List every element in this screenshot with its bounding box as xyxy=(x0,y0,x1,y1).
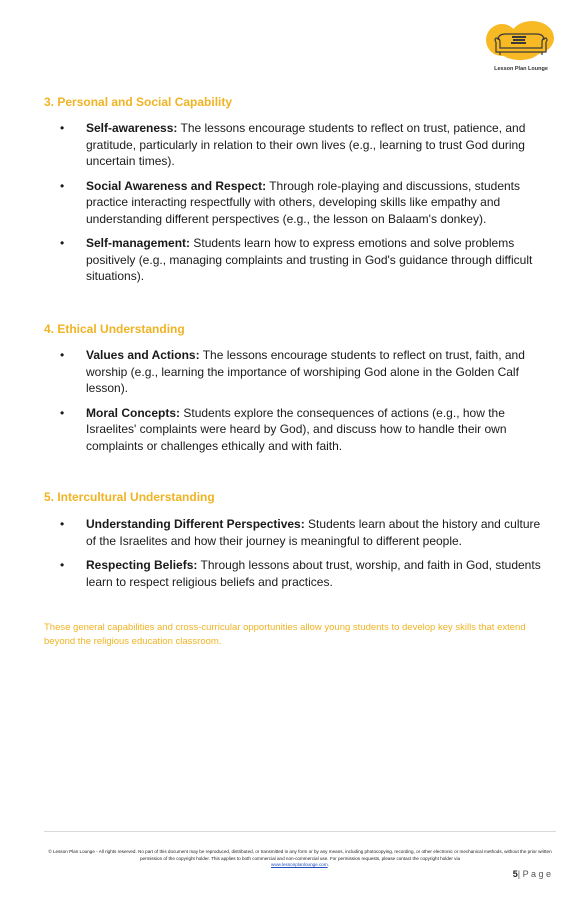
logo xyxy=(486,20,556,76)
item-term: Respecting Beliefs: xyxy=(86,558,198,572)
list-item xyxy=(60,405,550,455)
page-number-value: 5 xyxy=(512,869,518,879)
list-item xyxy=(60,235,550,285)
page-label: | P a g e xyxy=(517,869,551,879)
list-item xyxy=(60,178,550,228)
item-term: Moral Concepts: xyxy=(86,405,181,420)
section-list-ethical xyxy=(60,347,550,462)
copyright-notice xyxy=(44,849,556,869)
sofa-with-books-icon xyxy=(486,20,556,66)
page-number xyxy=(500,869,551,879)
item-text: Through lessons about trust, worship, and faith in God, students learn to respect religious beliefs and practices. xyxy=(86,558,541,589)
bullet-icon: • xyxy=(60,236,65,250)
bullet-icon: • xyxy=(60,121,65,135)
bullet-icon: • xyxy=(60,348,65,362)
item-term: Values and Actions: xyxy=(86,348,200,362)
item-text: The lessons encourage students to reflect on trust, patience, and gratitude, particularly in relation to their own lives (e.g., learning to trust God during uncertain times). xyxy=(86,121,526,168)
bullet-icon: • xyxy=(60,178,65,193)
list-item xyxy=(60,557,550,590)
item-text: Through role-playing and discussions, students practice interacting respectfully with others, developing skills like empathy and understanding different perspectives (e.g., the lesson on Balaam's donkey). xyxy=(86,178,521,226)
closing-paragraph: These general capabilities and cross-curricular opportunities allow young students to develop key skills that extend beyond the religious education classroom. xyxy=(44,622,526,647)
website-link[interactable]: www.lessonplanlounge.com xyxy=(271,862,328,867)
item-term: Self-management: xyxy=(86,236,191,250)
item-text: Students explore the consequences of actions (e.g., how the Israelites' complaints were heard by God), and discuss how to handle their own complaints or challenges ethically and with faith. xyxy=(86,405,507,453)
section-list-personal-social xyxy=(60,120,550,293)
logo-text: Lesson Plan Lounge xyxy=(494,66,548,72)
section-heading-personal-social: 3. Personal and Social Capability xyxy=(44,95,233,109)
item-term: Social Awareness and Respect: xyxy=(86,178,267,193)
item-text: Students learn how to express emotions and solve problems positively (e.g., managing complaints and trusting in God's guidance through difficult situations). xyxy=(86,236,533,283)
section-heading-ethical: 4. Ethical Understanding xyxy=(44,322,185,336)
copyright-text: © Lesson Plan Lounge - All rights reserved. No part of this document may be reproduced, distributed, or transmitted in any form or by any means, including photocopying, recording, or other electronic or mechanical methods, without the prior written permission of the copyright holder. This applies to both commercial and non-commercial use. For permission requests, please contact the copyright holder via xyxy=(48,849,552,861)
section-heading-intercultural: 5. Intercultural Understanding xyxy=(44,490,215,504)
list-item xyxy=(60,347,550,397)
bullet-icon: • xyxy=(60,405,65,420)
section-list-intercultural xyxy=(60,516,550,598)
item-text: The lessons encourage students to reflect on trust, faith, and worship (e.g., learning the importance of worshiping God alone in the Golden Calf lesson). xyxy=(86,348,525,395)
list-item xyxy=(60,516,550,549)
footer-divider xyxy=(44,831,556,832)
item-text: Students learn about the history and culture of the Israelites and how their journey is meaningful to different people. xyxy=(86,517,541,548)
bullet-icon: • xyxy=(60,558,65,572)
bullet-icon: • xyxy=(60,517,65,531)
link-suffix: . xyxy=(327,862,329,867)
item-term: Understanding Different Perspectives: xyxy=(86,517,305,531)
item-term: Self-awareness: xyxy=(86,121,178,135)
list-item xyxy=(60,120,550,170)
